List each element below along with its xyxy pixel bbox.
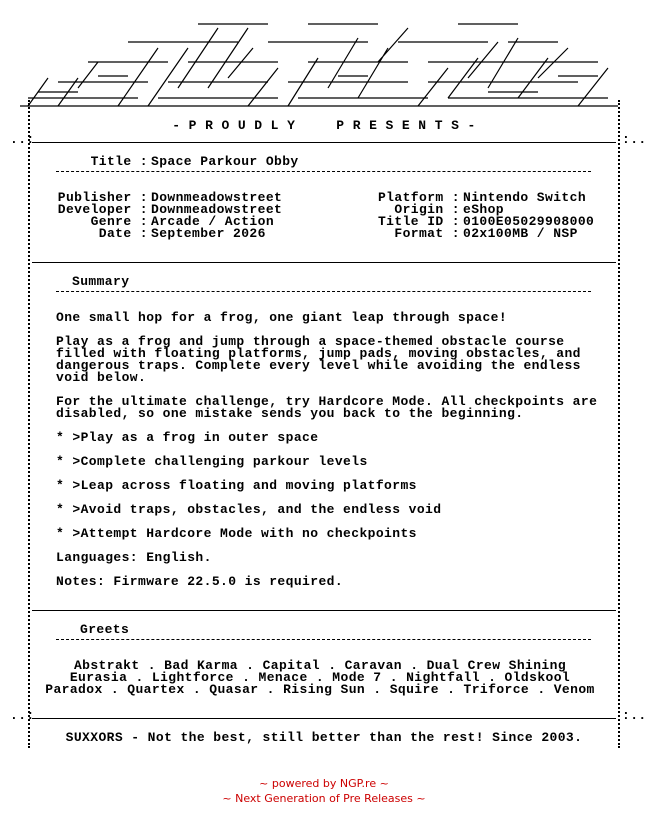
feature-item: * >Play as a frog in outer space [56, 430, 319, 445]
languages-line: Languages: English. [56, 550, 212, 565]
developer-value: Downmeadowstreet [151, 202, 283, 217]
greets-underline [56, 639, 591, 640]
genre-label: Genre : [90, 214, 148, 229]
developer-label: Developer : [57, 202, 148, 217]
greets-heading: Greets [80, 622, 130, 637]
next-generation-line: ~ Next Generation of Pre Releases ~ [222, 792, 426, 805]
group-logo [18, 18, 628, 113]
powered-by-line: ~ powered by NGP.re ~ [259, 777, 389, 790]
summary-tagline: One small hop for a frog, one giant leap through space! [56, 310, 508, 325]
title-value: Space Parkour Obby [151, 154, 299, 169]
frame-left-mark-top: ..: [10, 132, 35, 147]
origin-label: Origin : [394, 202, 460, 217]
divider-info [32, 262, 616, 263]
divider-top [32, 142, 616, 143]
platform-value: Nintendo Switch [463, 190, 587, 205]
title-label: Title : [90, 154, 148, 169]
format-label: Format : [394, 226, 460, 241]
titleid-label: Title ID : [377, 214, 460, 229]
publisher-label: Publisher : [57, 190, 148, 205]
summary-paragraph-2: For the ultimate challenge, try Hardcore Mode. All checkpoints are disabled, so one mistake sends you back to the beginning. [56, 394, 598, 421]
frame-left-mark-bottom: ..: [10, 708, 35, 723]
summary-underline [56, 291, 591, 292]
greets-line-1: Abstrakt . Bad Karma . Capital . Caravan . Dual Crew Shining [73, 658, 567, 673]
date-value: September 2026 [151, 226, 266, 241]
divider-greets [32, 718, 616, 719]
summary-heading: Summary [72, 274, 130, 289]
greets-line-2: Eurasia . Lightforce . Menace . Mode 7 . Nightfall . Oldskool [69, 670, 571, 685]
platform-label: Platform : [377, 190, 460, 205]
frame-right-mark-bottom: :.. [622, 708, 647, 723]
publisher-value: Downmeadowstreet [151, 190, 283, 205]
greets-line-3: Paradox . Quartex . Quasar . Rising Sun . Squire . Triforce . Venom [45, 682, 595, 697]
date-label: Date : [98, 226, 148, 241]
frame-right-line [618, 100, 620, 748]
feature-item: * >Avoid traps, obstacles, and the endless void [56, 502, 442, 517]
presents-banner: - P R O U D L Y P R E S E N T S - [172, 118, 476, 133]
info-underline [56, 171, 591, 172]
summary-paragraph-1: Play as a frog and jump through a space-themed obstacle course filled with floating platforms, jump pads, moving obstacles, and dangerous traps. Complete every level while avoiding the endless void below. [56, 334, 581, 385]
format-value: 02x100MB / NSP [463, 226, 578, 241]
feature-item: * >Attempt Hardcore Mode with no checkpoints [56, 526, 417, 541]
feature-item: * >Complete challenging parkour levels [56, 454, 368, 469]
frame-right-mark-top: :.. [622, 132, 647, 147]
frame-left-line [28, 100, 30, 748]
genre-value: Arcade / Action [151, 214, 275, 229]
notes-line: Notes: Firmware 22.5.0 is required. [56, 574, 344, 589]
titleid-value: 0100E05029908000 [463, 214, 595, 229]
origin-value: eShop [463, 202, 505, 217]
feature-item: * >Leap across floating and moving platforms [56, 478, 417, 493]
group-slogan: SUXXORS - Not the best, still better than the rest! Since 2003. [65, 730, 583, 745]
divider-summary [32, 610, 616, 611]
